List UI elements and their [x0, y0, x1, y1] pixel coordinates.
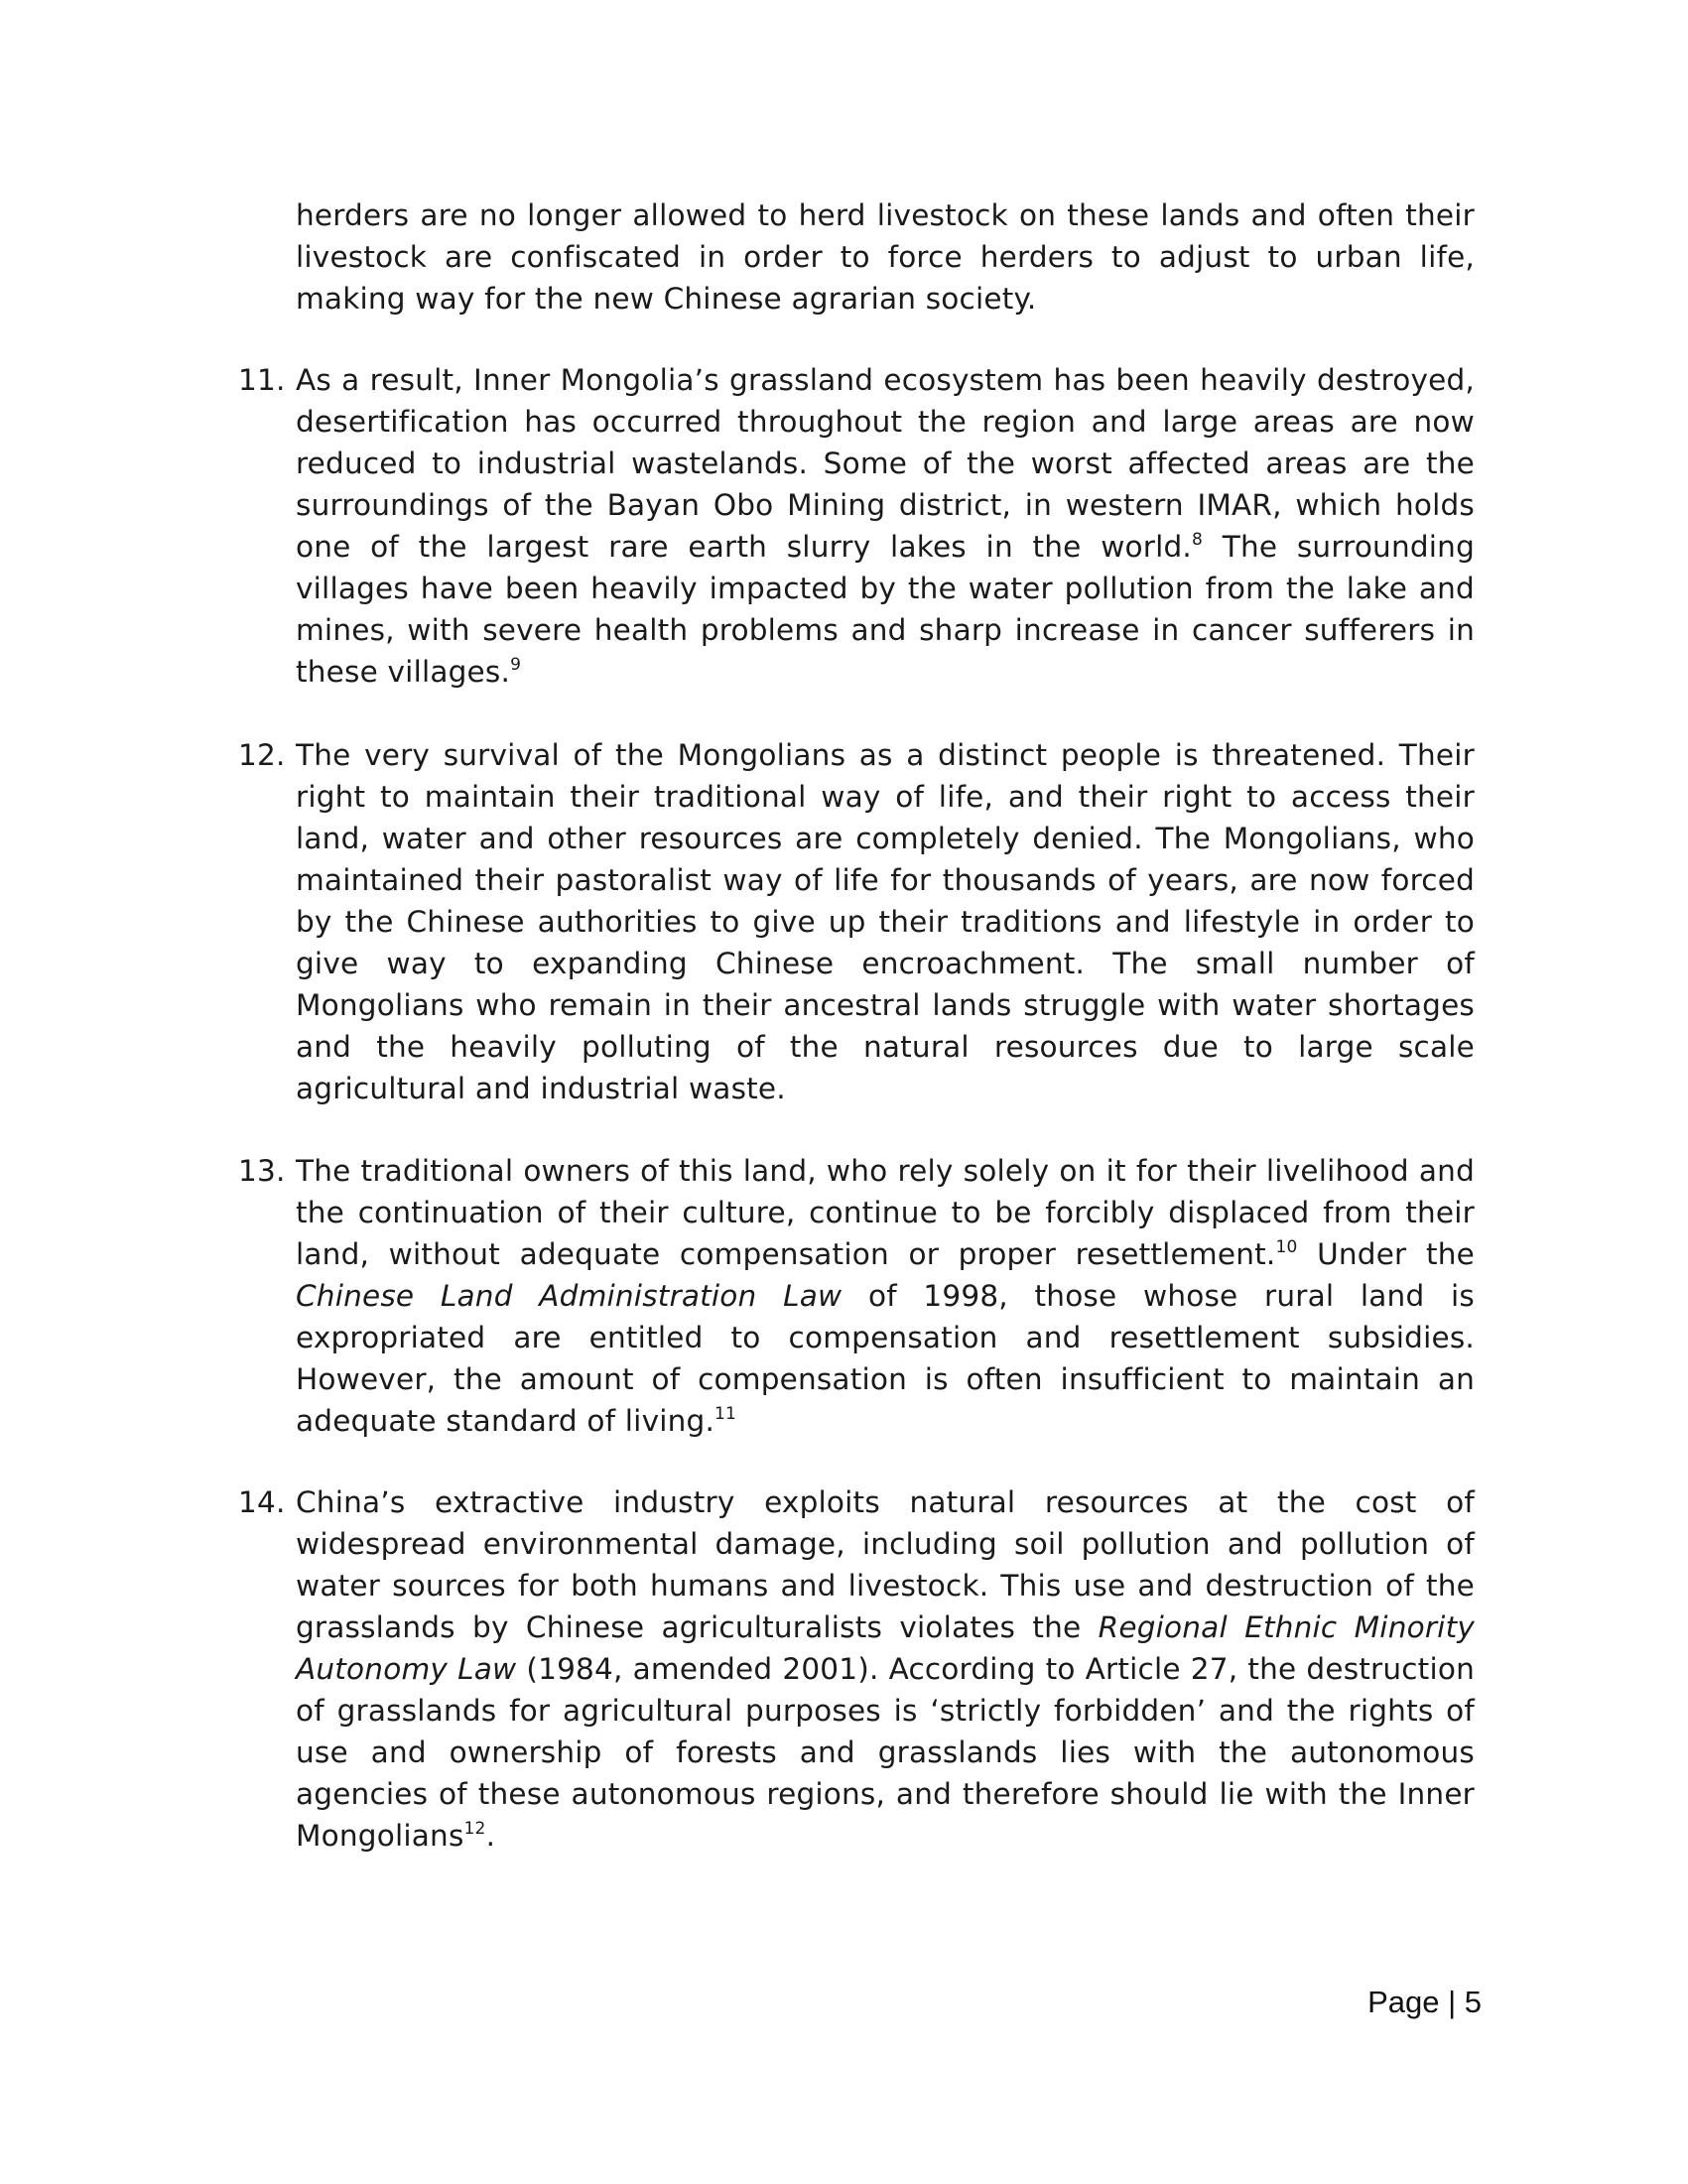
footnote-ref: 11	[714, 1404, 737, 1424]
paragraph-text: .	[485, 1819, 496, 1853]
paragraph-11	[238, 359, 1475, 693]
paragraph-12	[238, 734, 1475, 1109]
footnote-ref: 8	[1192, 530, 1204, 550]
paragraph-number: 12.	[238, 738, 286, 772]
law-title: Regional Ethnic Minority Autonomy Law	[296, 1610, 1475, 1686]
paragraph-text: of 1998, those whose rural land is expropriated are entitled to compensation and resettlement subsidies. However, the amount of compensation is often insufficient to maintain an adequate standard of living.	[296, 1279, 1475, 1438]
paragraph-14	[238, 1481, 1475, 1857]
paragraph-text: Under the	[1297, 1237, 1475, 1271]
paragraph-text: The traditional owners of this land, who rely solely on it for their livelihood and the continuation of their culture, continue to be forcibly displaced from their land, without adequate compensation or proper resettlement.	[296, 1154, 1475, 1271]
paragraph-13	[238, 1150, 1475, 1442]
footnote-ref: 9	[510, 655, 522, 675]
paragraph-number: 11.	[238, 363, 286, 397]
paragraph-text: The surrounding villages have been heavily impacted by the water pollution from the lake and mines, with severe health problems and sharp increase in cancer sufferers in these villages.	[296, 530, 1475, 689]
page-number-footer: Page | 5	[1367, 1985, 1482, 2019]
footnote-ref: 12	[463, 1819, 486, 1839]
paragraph-number: 13.	[238, 1154, 286, 1188]
continuation-text: herders are no longer allowed to herd livestock on these lands and often their livestock are confiscated in order to force herders to adjust to urban life, making way for the new Chinese agrarian society.	[296, 198, 1475, 316]
paragraph-text: The very survival of the Mongolians as a distinct people is threatened. Their right to maintain their traditional way of life, and their right to access their land, water and other resources are completely denied. The Mongolians, who maintained their pastoralist way of life for thousands of years, are now forced by the Chinese authorities to give up their traditions and lifestyle in order to give way to expanding Chinese encroachment. The small number of Mongolians who remain in their ancestral lands struggle with water shortages and the heavily polluting of the natural resources due to large scale agricultural and industrial waste.	[296, 738, 1475, 1105]
paragraph-text: As a result, Inner Mongolia’s grassland ecosystem has been heavily destroyed, desertification has occurred throughout the region and large areas are now reduced to industrial wastelands. Some of the worst affected areas are the surroundings of the Bayan Obo Mining district, in western IMAR, which holds one of the largest rare earth slurry lakes in the world.	[296, 363, 1475, 564]
law-title: Chinese Land Administration Law	[296, 1279, 843, 1313]
paragraph-text: China’s extractive industry exploits natural resources at the cost of widespread environmental damage, including soil pollution and pollution of water sources for both humans and livestock. This use and destruction of the grasslands by Chinese agriculturalists violates the	[296, 1485, 1475, 1644]
paragraph-text: (1984, amended 2001). According to Article 27, the destruction of grasslands for agricultural purposes is ‘strictly forbidden’ and the rights of use and ownership of forests and grasslands lies with the autonomous agencies of these autonomous regions, and therefore should lie with the Inner Mongolians	[296, 1652, 1475, 1853]
paragraph-number: 14.	[238, 1485, 286, 1519]
continuation-paragraph	[296, 194, 1475, 320]
footnote-ref: 10	[1275, 1237, 1298, 1257]
